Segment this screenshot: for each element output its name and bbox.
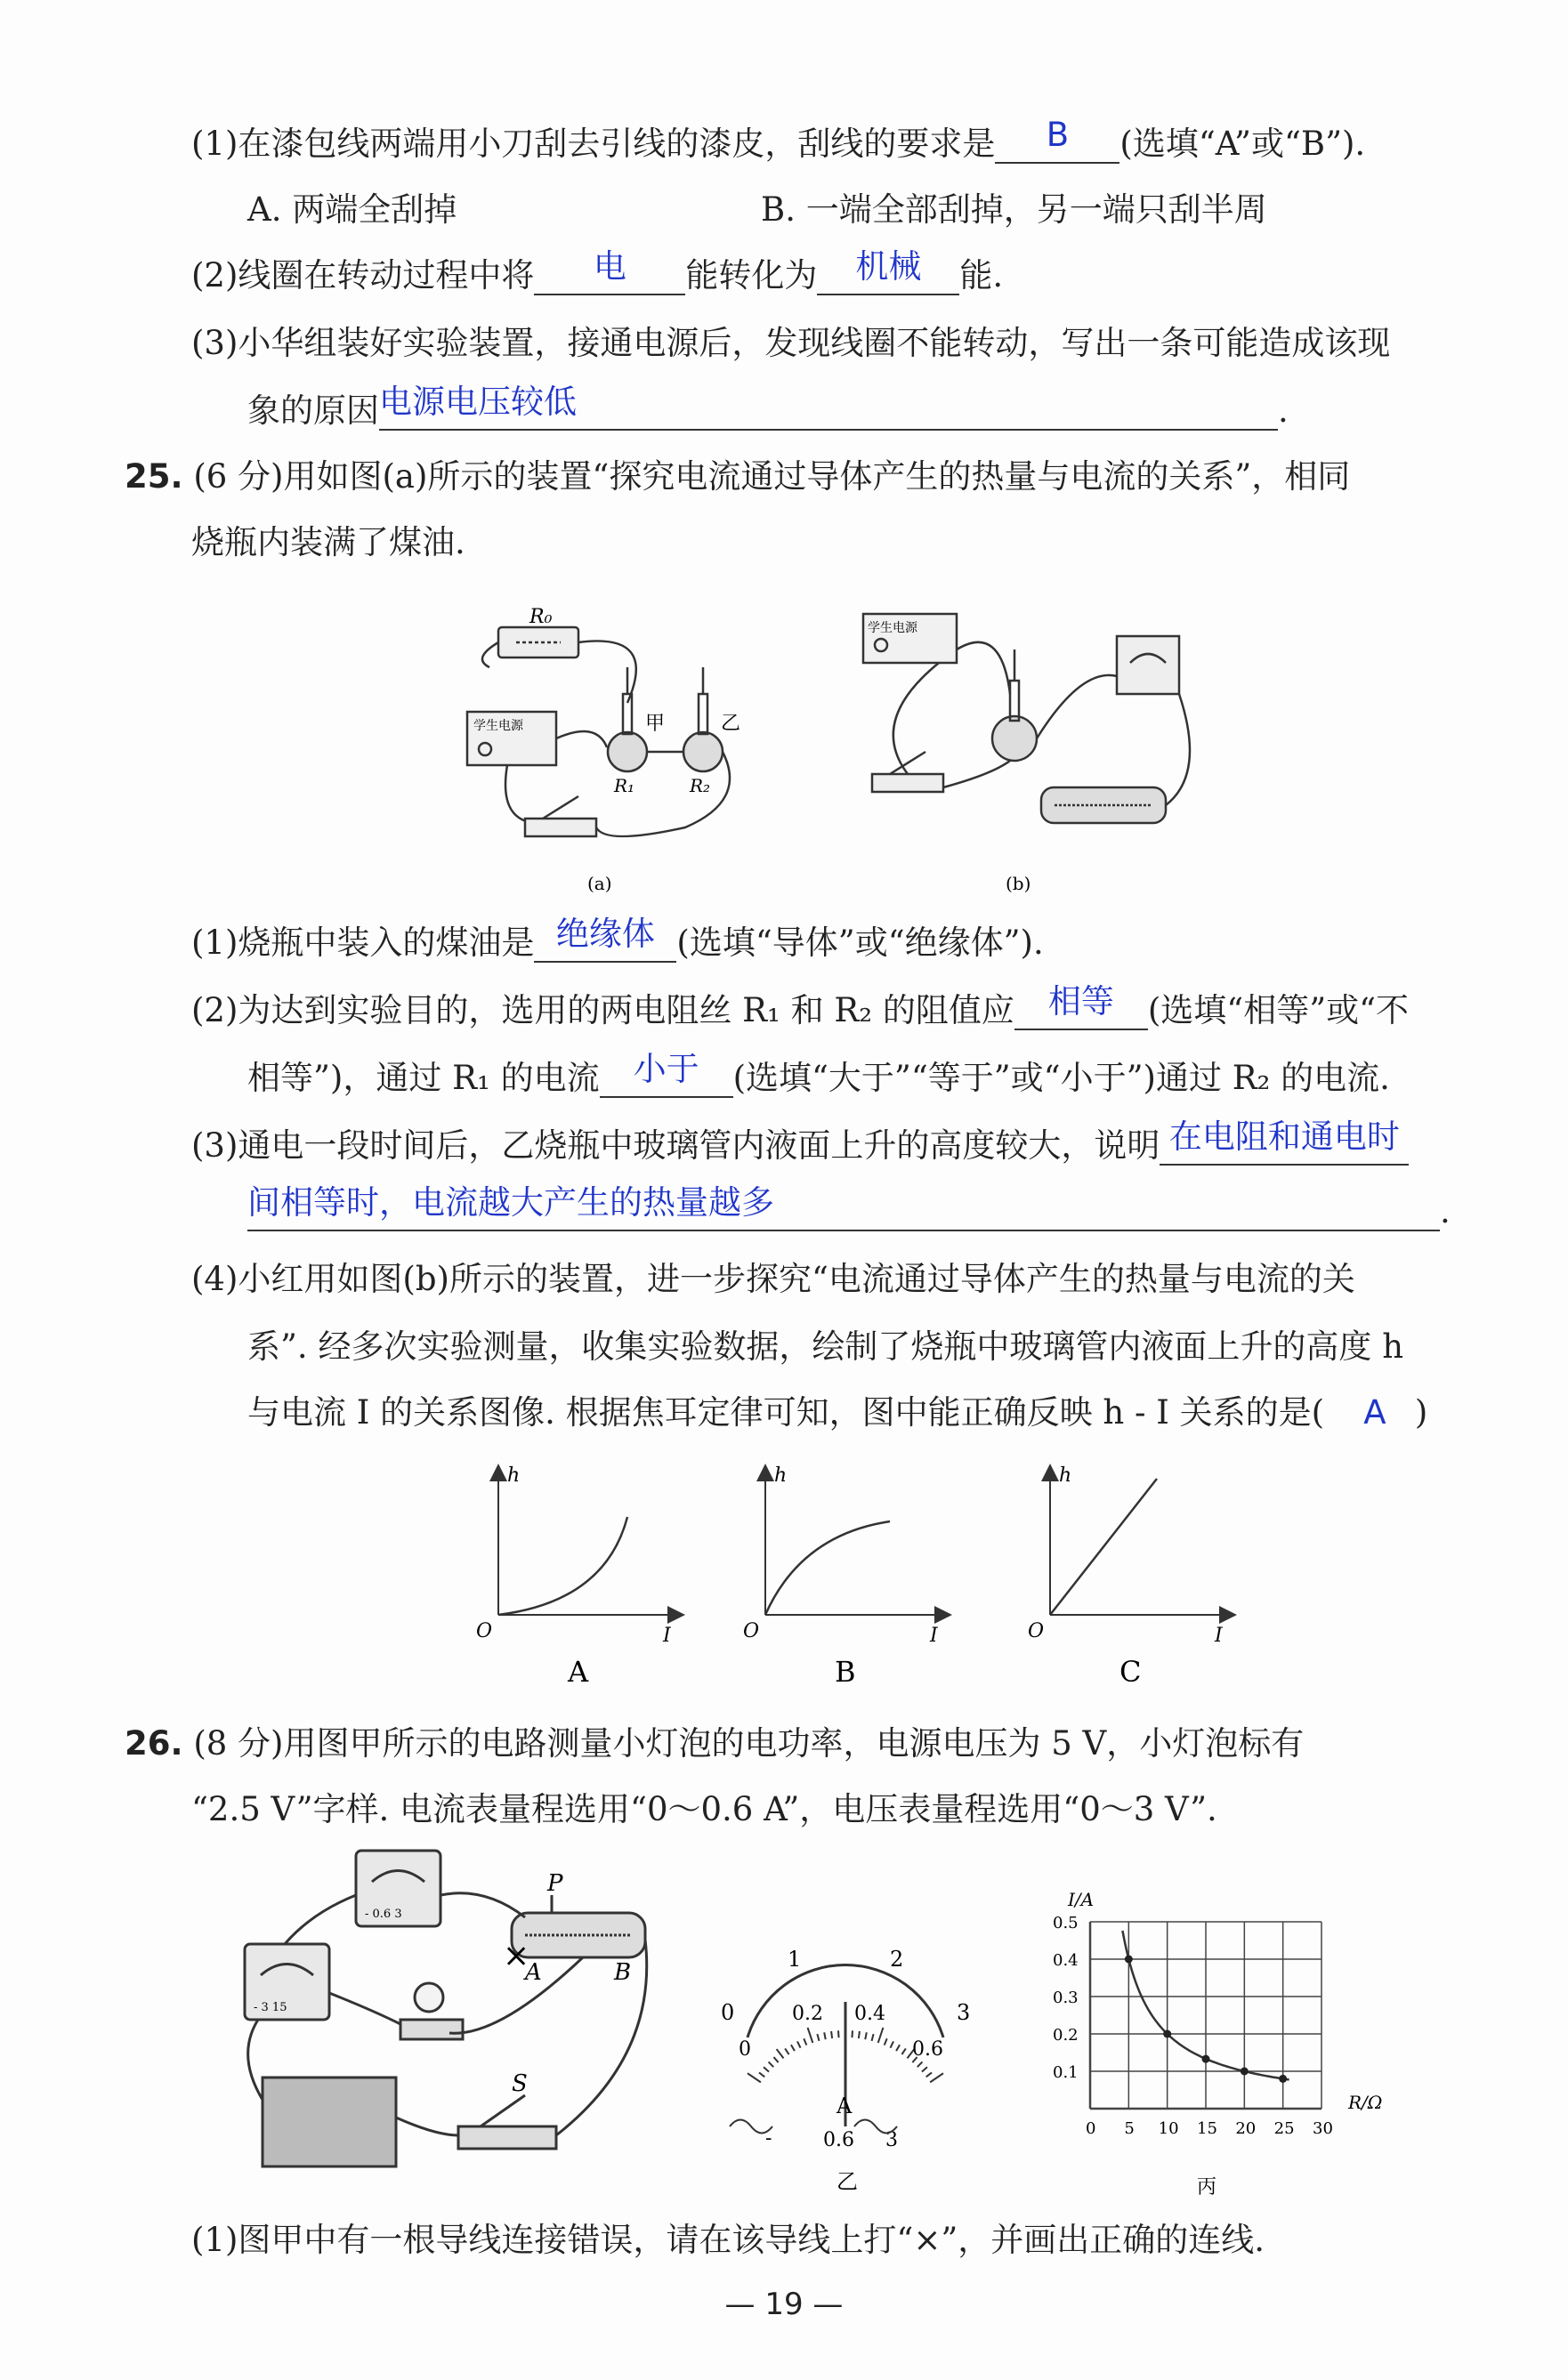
switch-base-b <box>872 774 943 792</box>
q24-p3-blank[interactable] <box>379 383 1278 431</box>
fig-a-power-label: 学生电源 <box>473 719 523 733</box>
meter-tick <box>748 2073 761 2082</box>
q24-p2-blank1[interactable] <box>534 247 685 295</box>
meter-tick <box>901 2048 905 2054</box>
q25-p1-answer: 绝缘体 <box>555 915 655 953</box>
meter-tick <box>824 2032 826 2039</box>
graph-a-y-label: h <box>507 1464 521 1487</box>
meter-tick <box>831 2031 832 2038</box>
meter-tick <box>859 2031 860 2038</box>
chart-x-tick: 0 <box>1086 2119 1096 2138</box>
switch-base <box>525 819 596 836</box>
yi-top-3: 3 <box>957 2000 971 2025</box>
q24-p1-blank[interactable] <box>995 116 1119 164</box>
bing-caption: 丙 <box>1197 2176 1217 2198</box>
q25-intro-line1: 25. (6 分)用如图(a)所示的装置“探究电流通过导体产生的热量与电流的关系”，相同 <box>125 457 1351 496</box>
meter-tick <box>838 2030 839 2037</box>
q25-p2-answer2: 小于 <box>633 1050 699 1088</box>
chart-data-point <box>1279 2075 1287 2083</box>
q25-p3-line1: (3)通电一段时间后，乙烧瓶中玻璃管内液面上升的高度较大，说明 在电阻和通电时 <box>191 1126 1409 1166</box>
meter-tick <box>797 2041 801 2047</box>
jia-b-label: B <box>614 1959 632 1986</box>
meter-tick <box>922 2067 927 2071</box>
battery <box>263 2077 396 2166</box>
chart-x-tick: 10 <box>1158 2119 1179 2138</box>
graph-b-x-label: I <box>930 1625 938 1647</box>
meter-tick <box>817 2034 819 2041</box>
meter-tick <box>791 2045 795 2051</box>
yi-top-2: 2 <box>890 1947 904 1972</box>
chart-data-point <box>1125 1956 1133 1964</box>
fig-a-jia-label: 甲 <box>645 713 666 735</box>
fig-a-r2-label: R₂ <box>690 775 711 796</box>
ammeter-terminals: - 0.6 3 <box>365 1908 402 1921</box>
q26-intro-line2: “2.5 V”字样. 电流表量程选用“0～0.6 A”，电压表量程选用“0～3 V”. <box>191 1790 1217 1828</box>
graph-c-curve <box>1050 1479 1157 1615</box>
q25-p2-line2: 相等”)，通过 R₁ 的电流 小于 (选填“大于”“等于”或“小于”)通过 R₂ 的电流. <box>247 1050 1390 1097</box>
yi-scale-02: 0.2 <box>792 2003 823 2025</box>
flask-b <box>992 716 1037 761</box>
page-number-value: 19 <box>764 2287 804 2322</box>
q24-p3-answer: 电源电压较低 <box>379 383 577 421</box>
q25-p2-line1: (2)为达到实验目的，选用的两电阻丝 R₁ 和 R₂ 的阻值应 相等 (选填“相等”或“不 <box>191 982 1410 1029</box>
fig-a-r1-label: R₁ <box>614 775 635 796</box>
graph-b-curve <box>765 1521 890 1615</box>
chart-y-tick: 0.2 <box>1053 2026 1079 2045</box>
chart-data-point <box>1202 2055 1210 2063</box>
q24-p2-blank2[interactable] <box>817 247 959 295</box>
q25-p3-line2: 间相等时，电流越大产生的热量越多 . <box>247 1183 1451 1230</box>
q24-p3-line1: (3)小华组装好实验装置，接通电源后，发现线圈不能转动，写出一条可能造成该现 <box>191 324 1391 362</box>
graph-c-origin: O <box>1028 1620 1045 1642</box>
yi-term-06: 0.6 <box>823 2129 854 2151</box>
q26-figure-yi <box>703 1940 988 2198</box>
graph-a-curve <box>498 1517 627 1615</box>
graph-a-origin: O <box>476 1620 493 1642</box>
meter-tick <box>872 2034 874 2041</box>
voltmeter-terminals: - 3 15 <box>254 2001 287 2014</box>
q25-figure-a <box>454 596 774 899</box>
meter-tick <box>785 2048 788 2054</box>
q25-p3-answer2: 间相等时，电流越大产生的热量越多 <box>247 1183 774 1222</box>
yi-top-0: 0 <box>721 2000 735 2025</box>
meter-tick <box>930 2073 943 2082</box>
chart-x-tick: 5 <box>1124 2119 1135 2138</box>
fig-a-yi-label: 乙 <box>721 713 741 735</box>
q25-p1-blank[interactable] <box>534 915 676 963</box>
chart-x-tick: 30 <box>1313 2119 1333 2138</box>
chart-x-tick: 15 <box>1197 2119 1217 2138</box>
q25-figure-b <box>850 596 1206 899</box>
graph-a-label: A <box>568 1655 589 1689</box>
graph-c-x-label: I <box>1215 1625 1223 1647</box>
meter-tick <box>885 2038 887 2045</box>
yi-scale-04: 0.4 <box>854 2003 885 2025</box>
yi-term-3: 3 <box>885 2129 898 2151</box>
q24-p1-answer: B <box>1046 116 1070 154</box>
q24-option-b: B. 一端全部刮掉，另一端只刮半周 <box>761 190 1267 229</box>
meter-tick <box>865 2032 867 2039</box>
graph-c[interactable] <box>1028 1464 1228 1689</box>
q25-p4-line1: (4)小红用如图(b)所示的装置，进一步探究“电流通过导体产生的热量与电流的关 <box>191 1260 1355 1298</box>
fig-a-caption: (a) <box>587 873 612 894</box>
chart-y-tick: 0.3 <box>1053 1989 1079 2007</box>
switch-s <box>458 2126 556 2149</box>
flask-jia <box>608 732 647 771</box>
meter-tick <box>878 2028 884 2043</box>
meter-tick <box>804 2038 806 2045</box>
chart-y-tick: 0.1 <box>1053 2063 1079 2082</box>
chart-x-tick: 25 <box>1273 2119 1295 2138</box>
page-number: — 19 — <box>724 2287 844 2322</box>
q24-p2: (2)线圈在转动过程中将 电 能转化为 机械 能. <box>191 247 1004 294</box>
q25-p3-answer1: 在电阻和通电时 <box>1168 1117 1400 1156</box>
q24-option-a: A. 两端全刮掉 <box>247 190 457 229</box>
q25-p1: (1)烧瓶中装入的煤油是 绝缘体 (选填“导体”或“绝缘体”). <box>191 915 1044 962</box>
meter-tick <box>769 2061 774 2067</box>
yi-unit: A <box>837 2094 853 2118</box>
jia-a-label: A <box>525 1959 542 1986</box>
meter-tick <box>926 2072 932 2077</box>
q25-p2-answer1: 相等 <box>1047 982 1114 1021</box>
q26-p1: (1)图甲中有一根导线连接错误，请在该导线上打“×”，并画出正确的连线. <box>191 2221 1265 2259</box>
yi-scale-0: 0 <box>739 2038 751 2061</box>
graph-b[interactable] <box>743 1464 943 1689</box>
yi-scale-06: 0.6 <box>912 2038 943 2061</box>
q25-intro-line2: 烧瓶内装满了煤油. <box>191 523 465 561</box>
chart-data-point <box>1241 2068 1249 2076</box>
meter-tick <box>764 2067 769 2071</box>
meter-tick <box>773 2057 778 2062</box>
jia-p-label: P <box>547 1870 563 1897</box>
fig-b-caption: (b) <box>1006 873 1031 894</box>
meter-tick <box>808 2028 813 2043</box>
meter-tick <box>896 2045 900 2051</box>
q24-p3-line2: 象的原因电源电压较低 . <box>247 383 1289 430</box>
meter-tick <box>890 2041 893 2047</box>
q25-p2-blank1[interactable] <box>1014 982 1148 1030</box>
q25-number: 25. <box>125 457 183 496</box>
cross-mark-icon: × <box>503 1938 530 1974</box>
jia-s-label: S <box>512 2070 528 2097</box>
q25-p3-blank1[interactable] <box>1160 1117 1409 1166</box>
q24-p1: (1)在漆包线两端用小刀刮去引线的漆皮，刮线的要求是 B (选填“A”或“B”). <box>191 116 1366 163</box>
q25-p3-blank2[interactable] <box>247 1183 1440 1231</box>
graph-b-origin: O <box>743 1620 760 1642</box>
fig-a-r0-label: R₀ <box>529 606 553 628</box>
yi-top-1: 1 <box>788 1947 802 1972</box>
q26-figure-jia <box>231 1833 676 2189</box>
graph-c-label: C <box>1119 1655 1142 1689</box>
chart-x-label: R/Ω <box>1348 2092 1383 2113</box>
bulb <box>415 1983 443 2012</box>
q25-p2-blank2[interactable] <box>600 1050 733 1098</box>
graph-c-y-label: h <box>1059 1464 1072 1487</box>
q24-p2-answer1: 电 <box>593 247 626 286</box>
graph-a[interactable] <box>476 1464 676 1689</box>
q26-number: 26. <box>125 1724 183 1763</box>
meter-tick <box>852 2030 853 2037</box>
graph-b-y-label: h <box>774 1464 788 1487</box>
q26-intro-line1: 26. (8 分)用图甲所示的电路测量小灯泡的电功率，电源电压为 5 V，小灯泡标有 <box>125 1724 1305 1763</box>
chart-y-label: I/A <box>1068 1889 1095 1910</box>
chart-data-point <box>1163 2030 1171 2038</box>
chart-x-tick: 20 <box>1235 2119 1257 2138</box>
chart-y-tick: 0.5 <box>1053 1914 1079 1932</box>
q25-graphs <box>472 1459 1273 1690</box>
yi-term-minus: - <box>765 2127 772 2150</box>
yi-caption: 乙 <box>837 2169 858 2194</box>
meter-tick <box>759 2072 764 2077</box>
ammeter-b <box>1117 636 1179 694</box>
chart-y-tick: 0.4 <box>1053 1951 1079 1970</box>
q25-p4-answer[interactable]: A <box>1363 1393 1386 1432</box>
fig-b-power-label: 学生电源 <box>868 621 917 635</box>
graph-b-label: B <box>835 1655 856 1689</box>
q25-p4-line2: 系”. 经多次实验测量，收集实验数据，绘制了烧瓶中玻璃管内液面上升的高度 h <box>247 1327 1404 1366</box>
q26-figure-bing-chart <box>1037 1886 1410 2207</box>
meter-tick <box>777 2049 784 2058</box>
graph-a-x-label: I <box>663 1625 671 1647</box>
q25-p4-line3: 与电流 I 的关系图像. 根据焦耳定律可知，图中能正确反映 h - I 关系的是( A ) <box>247 1393 1428 1432</box>
q24-p2-answer2: 机械 <box>855 247 922 286</box>
flask-yi <box>683 732 723 771</box>
meter-tick <box>917 2061 923 2067</box>
